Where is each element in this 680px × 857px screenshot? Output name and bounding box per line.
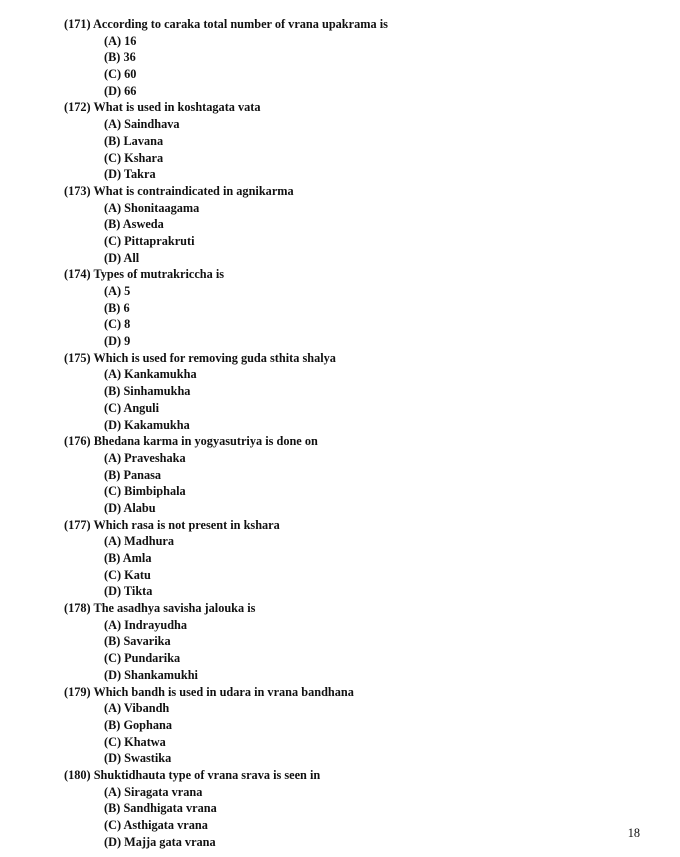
option-a: (A) Kankamukha — [104, 367, 197, 382]
option-b: (B) Sinhamukha — [104, 384, 191, 399]
option-a: (A) 16 — [104, 33, 137, 48]
option-d: (D) Majja gata vrana — [104, 834, 216, 849]
question-173 — [64, 183, 624, 266]
question-176 — [64, 433, 624, 516]
option-d: (D) Swastika — [104, 751, 172, 766]
option-d: (D) 66 — [104, 83, 137, 98]
question-text: (172) What is used in koshtagata vata — [64, 100, 261, 115]
option-c: (C) Bimbiphala — [104, 484, 186, 499]
question-177 — [64, 517, 624, 600]
option-a: (A) Shonitaagama — [104, 200, 200, 215]
question-171 — [64, 16, 624, 99]
option-d: (D) All — [104, 250, 140, 265]
question-174 — [64, 266, 624, 349]
option-d: (D) Tikta — [104, 584, 153, 599]
option-c: (C) Katu — [104, 567, 151, 582]
option-b: (B) Sandhigata vrana — [104, 801, 217, 816]
option-a: (A) Indrayudha — [104, 617, 188, 632]
question-175 — [64, 350, 624, 433]
option-b: (B) Panasa — [104, 467, 162, 482]
option-d: (D) 9 — [104, 334, 131, 349]
option-b: (B) Savarika — [104, 634, 171, 649]
option-c: (C) Khatwa — [104, 734, 166, 749]
question-text: (179) Which bandh is used in udara in vrana bandhana — [64, 684, 354, 699]
option-c: (C) Asthigata vrana — [104, 818, 208, 832]
option-a: (A) Siragata vrana — [104, 784, 203, 799]
question-172 — [64, 99, 624, 182]
option-d: (D) Alabu — [104, 500, 156, 515]
question-text: (178) The asadhya savisha jalouka is — [64, 601, 256, 616]
page-number: 18 — [627, 826, 640, 840]
question-text: (173) What is contraindicated in agnikarma — [64, 183, 294, 198]
question-text: (175) Which is used for removing guda sthita shalya — [64, 350, 336, 365]
option-d: (D) Shankamukhi — [104, 667, 198, 682]
question-180 — [64, 767, 624, 850]
option-a: (A) Vibandh — [104, 701, 170, 716]
option-c: (C) Pundarika — [104, 651, 181, 666]
option-a: (A) Praveshaka — [104, 450, 186, 465]
option-b: (B) 6 — [104, 300, 130, 315]
question-text: (176) Bhedana karma in yogyasutriya is done on — [64, 434, 318, 449]
question-text: (180) Shuktidhauta type of vrana srava is seen in — [64, 767, 321, 782]
option-b: (B) 36 — [104, 50, 136, 65]
option-a: (A) Saindhava — [104, 117, 180, 132]
option-c: (C) Kshara — [104, 150, 164, 165]
question-179 — [64, 684, 624, 767]
question-list — [64, 16, 624, 850]
option-b: (B) Gophana — [104, 717, 172, 732]
question-178 — [64, 600, 624, 683]
question-text: (171) According to caraka total number of vrana upakrama is — [64, 17, 388, 31]
option-c: (C) Anguli — [104, 400, 160, 415]
option-a: (A) Madhura — [104, 534, 175, 549]
option-a: (A) 5 — [104, 284, 131, 298]
option-c: (C) 8 — [104, 317, 131, 332]
option-b: (B) Lavana — [104, 133, 164, 148]
option-c: (C) 60 — [104, 67, 137, 82]
option-b: (B) Asweda — [104, 217, 164, 232]
question-text: (174) Types of mutrakriccha is — [64, 267, 225, 282]
option-b: (B) Amla — [104, 551, 152, 565]
question-text: (177) Which rasa is not present in kshara — [64, 517, 280, 532]
option-d: (D) Takra — [104, 167, 156, 182]
option-d: (D) Kakamukha — [104, 417, 190, 432]
option-c: (C) Pittaprakruti — [104, 233, 195, 248]
